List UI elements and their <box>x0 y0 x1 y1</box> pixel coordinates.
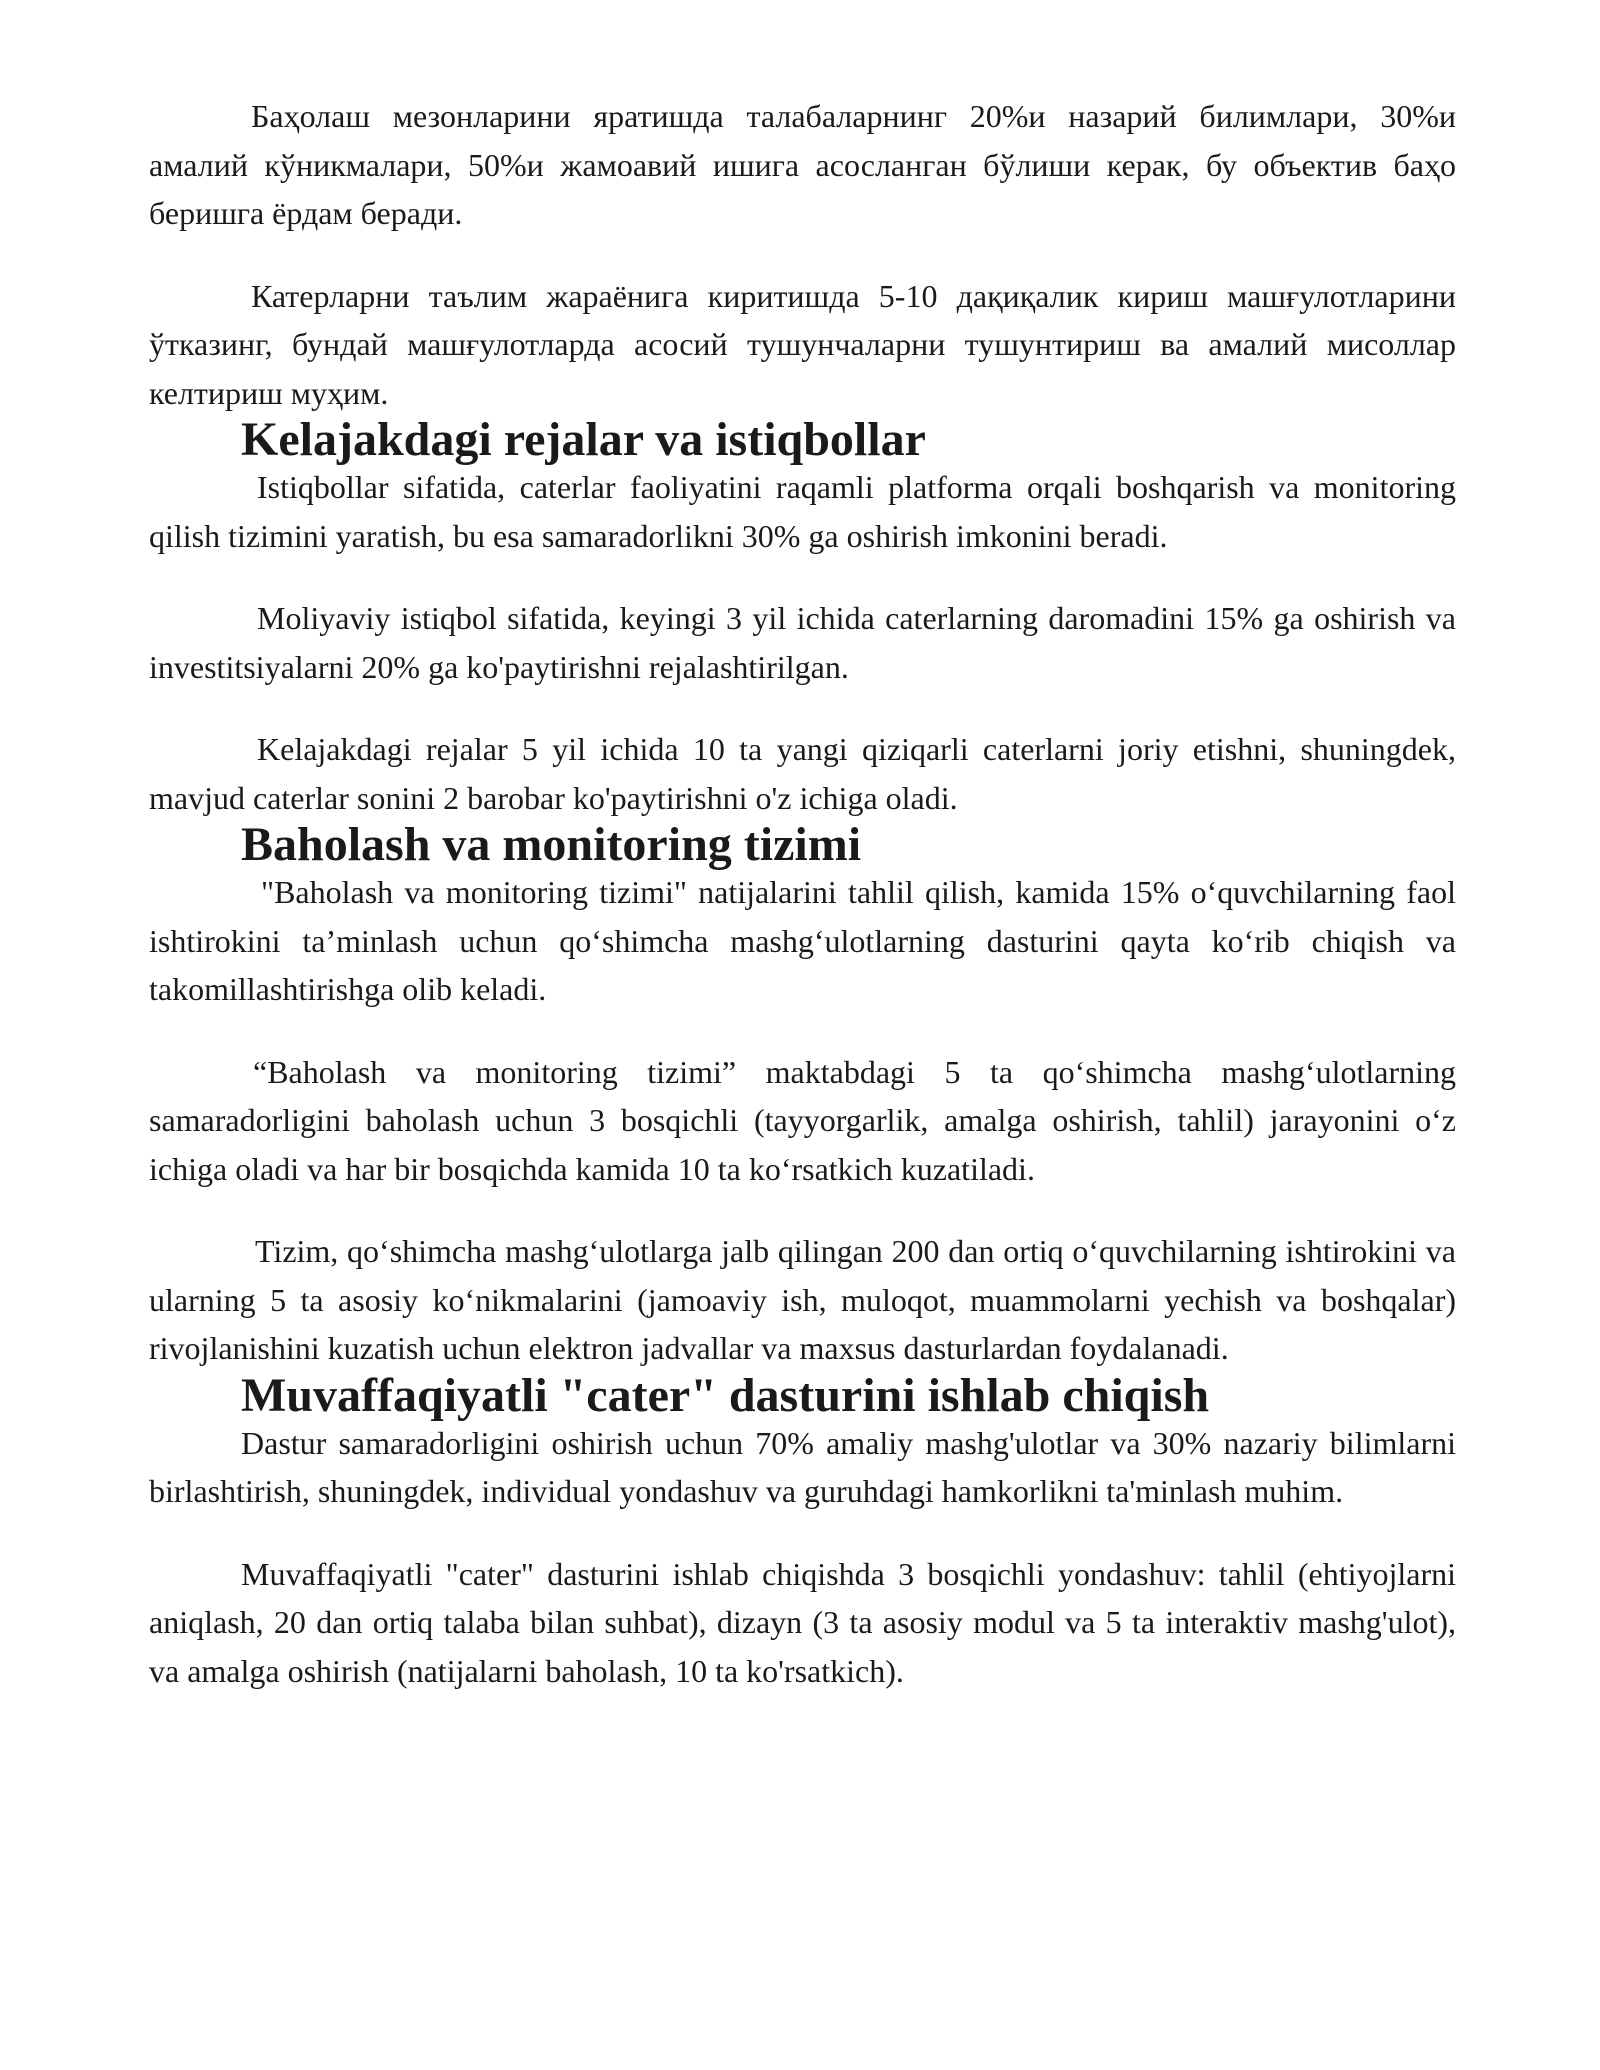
paragraph-monitoring-stages: “Baholash va monitoring tizimi” maktabdagi 5 ta qoʻshimcha mashgʻulotlarning samaradorligini baholash uchun 3 bosqichli (tayyorgarlik, amalga oshirish, tahlil) jarayonini oʻz ichiga oladi va har bir bosqichda kamida 10 ta koʻrsatkich kuzatiladi. <box>149 1053 1456 1187</box>
section-heading-program-development: Muvaffaqiyatli "cater" dasturini ishlab chiqish <box>241 1368 1210 1422</box>
paragraph-financial-outlook: Moliyaviy istiqbol sifatida, keyingi 3 yil ichida caterlarning daromadini 15% ga oshirish va investitsiyalarni 20% ga ko'paytirishni rejalashtirilgan. <box>149 600 1456 685</box>
paragraph-monitoring-tools: Tizim, qoʻshimcha mashgʻulotlarga jalb qilingan 200 dan ortiq oʻquvchilarning ishtirokini va ularning 5 ta asosiy koʻnikmalarini (jamoaviy ish, muloqot, muammolarni yechish va boshqalar) rivojlanishini kuzatish uchun elektron jadvallar va maxsus dasturlardan foydalanadi. <box>149 1233 1456 1366</box>
paragraph-program-effectiveness: Dastur samaradorligini oshirish uchun 70% amaliy mashg'ulotlar va 30% nazariy bilimlarni birlashtirish, shuningdek, individual yondashuv va guruhdagi hamkorlikni ta'minlash muhim. <box>149 1424 1456 1509</box>
section-heading-monitoring-system: Baholash va monitoring tizimi <box>241 818 862 871</box>
document-page <box>149 92 1456 1695</box>
paragraph-monitoring-results: "Baholash va monitoring tizimi" natijalarini tahlil qilish, kamida 15% oʻquvchilarning faol ishtirokini taʼminlash uchun qoʻshimcha mashgʻulotlarning dasturini qayta koʻrib chiqish va takomillashtirishga olib keladi. <box>149 874 1456 1007</box>
paragraph-future-plans: Kelajakdagi rejalar 5 yil ichida 10 ta yangi qiziqarli caterlarni joriy etishni, shuningdek, mavjud caterlar sonini 2 barobar ko'paytirishni o'z ichiga oladi. <box>149 731 1456 816</box>
paragraph-intro-sessions: Катерларни таълим жараёнига киритишда 5-10 дақиқалик кириш машғулотларини ўтказинг, бундай машғулотларда асосий тушунчаларни тушунтириш ва амалий мисоллар келтириш муҳим. <box>149 277 1456 411</box>
section-heading-future-plans: Kelajakdagi rejalar va istiqbollar <box>241 413 926 466</box>
paragraph-three-stage-approach: Muvaffaqiyatli "cater" dasturini ishlab chiqishda 3 bosqichli yondashuv: tahlil (ehtiyojlarni aniqlash, 20 dan ortiq talaba bilan suhbat), dizayn (3 ta asosiy modul va 5 ta interaktiv mashg'ulot), va amalga oshirish (natijalarni baholash, 10 ta ko'rsatkich). <box>149 1555 1456 1689</box>
paragraph-digital-platform: Istiqbollar sifatida, caterlar faoliyatini raqamli platforma orqali boshqarish va monitoring qilish tizimini yaratish, bu esa samaradorlikni 30% ga oshirish imkonini beradi. <box>149 469 1456 554</box>
paragraph-assessment-criteria: Баҳолаш мезонларини яратишда талабаларнинг 20%и назарий билимлари, 30%и амалий кўникмалари, 50%и жамоавий ишига асосланган бўлиши керак, бу объектив баҳо беришга ёрдам беради. <box>149 98 1456 231</box>
